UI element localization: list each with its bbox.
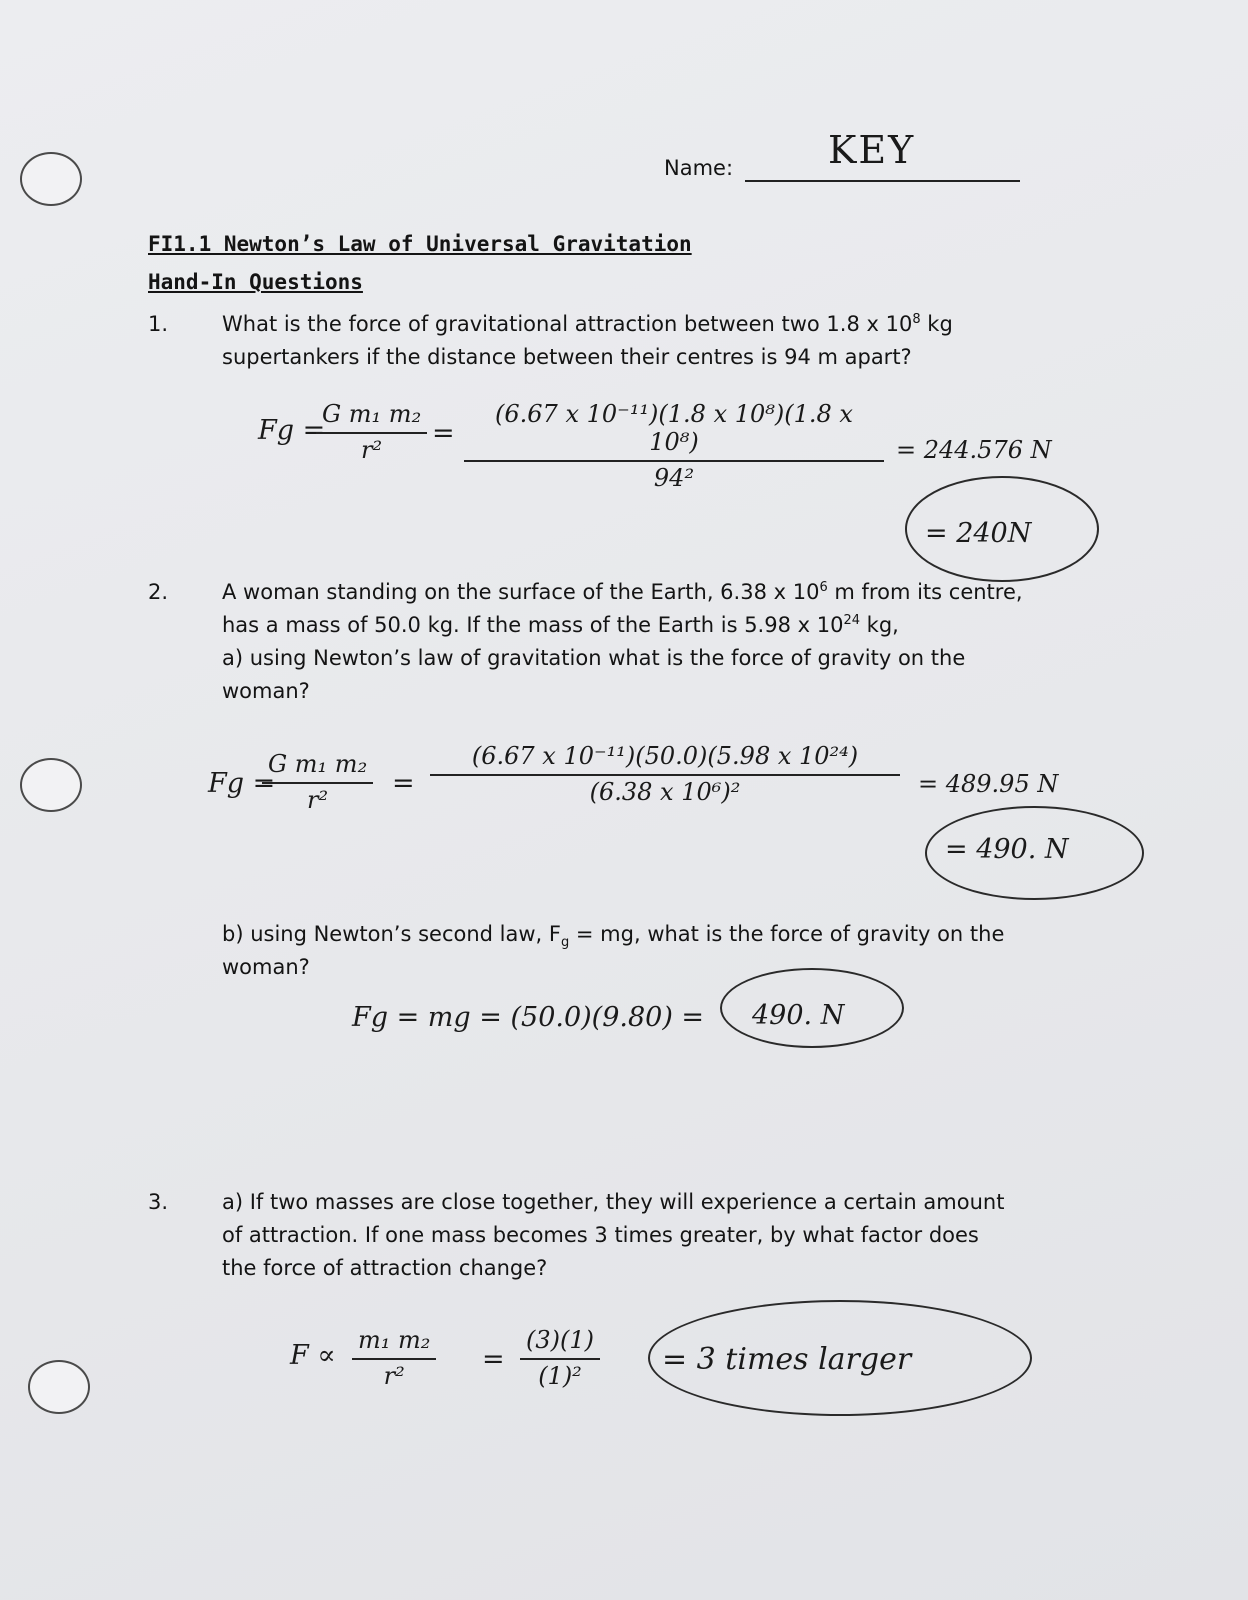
binder-hole-middle — [20, 758, 82, 812]
q3-work-eq: = — [482, 1344, 505, 1375]
name-value: KEY — [828, 128, 916, 172]
q3-work-substitution — [520, 1326, 600, 1390]
q1-answer: = 240N — [925, 518, 1032, 549]
binder-hole-top — [20, 152, 82, 206]
name-label: Name: — [664, 156, 734, 180]
q2a-work-sub-den: (6.38 x 10⁶)² — [589, 778, 741, 806]
q2a-work-formula — [262, 750, 373, 814]
q3-text — [222, 1186, 1082, 1285]
q3-work-formula-den: r² — [383, 1362, 405, 1390]
q2b-work-expr: Fg = mg = (50.0)(9.80) = — [352, 1002, 705, 1033]
q2b-answer: 490. N — [752, 1000, 845, 1031]
q2a-work-sub-num: (6.67 x 10⁻¹¹)(50.0)(5.98 x 10²⁴) — [430, 742, 900, 776]
q3-work-formula — [352, 1326, 436, 1390]
q2b-text — [222, 918, 1082, 984]
q2a-work-eq: = — [392, 768, 415, 799]
q2-text-l1-exp: 6 — [819, 580, 828, 595]
q1-number: 1. — [148, 312, 169, 336]
q1-work-formula-den: r² — [361, 436, 383, 464]
q1-work-sub-den: 94² — [653, 464, 695, 492]
q1-text-l2: supertankers if the distance between their centres is 94 m apart? — [222, 345, 912, 369]
q2-text — [222, 576, 1082, 708]
q1-work-formula-num: G m₁ m₂ — [316, 400, 427, 434]
q2-text-l1a: A woman standing on the surface of the Earth, 6.38 x 10 — [222, 580, 820, 604]
q1-text-l1b: kg — [920, 312, 953, 336]
q3-text-l1: a) If two masses are close together, they will experience a certain amount — [222, 1190, 1005, 1214]
q3-work-formula-num: m₁ m₂ — [352, 1326, 436, 1360]
q2a-work-result: = 489.95 N — [918, 770, 1059, 798]
q3-work-sub-num: (3)(1) — [520, 1326, 600, 1360]
name-underline — [745, 180, 1020, 182]
q2-text-l2b: kg, — [860, 613, 899, 637]
q2a-work-formula-num: G m₁ m₂ — [262, 750, 373, 784]
q1-work-eq: = — [432, 418, 455, 449]
q2b-text-l1b: = mg, what is the force of gravity on the — [569, 922, 1005, 946]
page-title: FI1.1 Newton’s Law of Universal Gravitation — [148, 232, 692, 256]
q3-work-lhs: F ∝ — [290, 1340, 336, 1371]
q2-text-l4: woman? — [222, 679, 310, 703]
q2b-text-l2: woman? — [222, 955, 310, 979]
q2b-text-l1a: b) using Newton’s second law, F — [222, 922, 561, 946]
q1-work-result: = 244.576 N — [896, 436, 1052, 464]
q3-text-l2: of attraction. If one mass becomes 3 times greater, by what factor does — [222, 1223, 979, 1247]
q1-work-sub-num: (6.67 x 10⁻¹¹)(1.8 x 10⁸)(1.8 x 10⁸) — [464, 400, 884, 462]
q2b-text-sub: g — [560, 935, 570, 951]
binder-hole-bottom — [28, 1360, 90, 1414]
q3-work-sub-den: (1)² — [538, 1362, 582, 1390]
q2-text-l2-exp: 24 — [843, 613, 860, 628]
section-title: Hand-In Questions — [148, 270, 363, 294]
q1-work-substitution — [464, 400, 884, 492]
q3-number: 3. — [148, 1190, 169, 1214]
q1-text-exp: 8 — [912, 312, 921, 327]
q1-text — [222, 308, 1082, 374]
q2a-work-lhs: Fg = — [208, 768, 276, 799]
q2-text-l2a: has a mass of 50.0 kg. If the mass of the Earth is 5.98 x 10 — [222, 613, 844, 637]
q1-work-lhs: Fg = — [258, 415, 326, 446]
q2a-work-formula-den: r² — [307, 786, 329, 814]
q2-number: 2. — [148, 580, 169, 604]
q2a-answer: = 490. N — [945, 834, 1069, 865]
q3-text-l3: the force of attraction change? — [222, 1256, 548, 1280]
q1-text-l1a: What is the force of gravitational attraction between two 1.8 x 10 — [222, 312, 913, 336]
q1-work-formula — [316, 400, 427, 464]
q2-text-l1b: m from its centre, — [827, 580, 1023, 604]
q3-answer: = 3 times larger — [662, 1342, 912, 1377]
q2-text-l3: a) using Newton’s law of gravitation what is the force of gravity on the — [222, 646, 966, 670]
q2a-work-substitution — [430, 742, 900, 806]
